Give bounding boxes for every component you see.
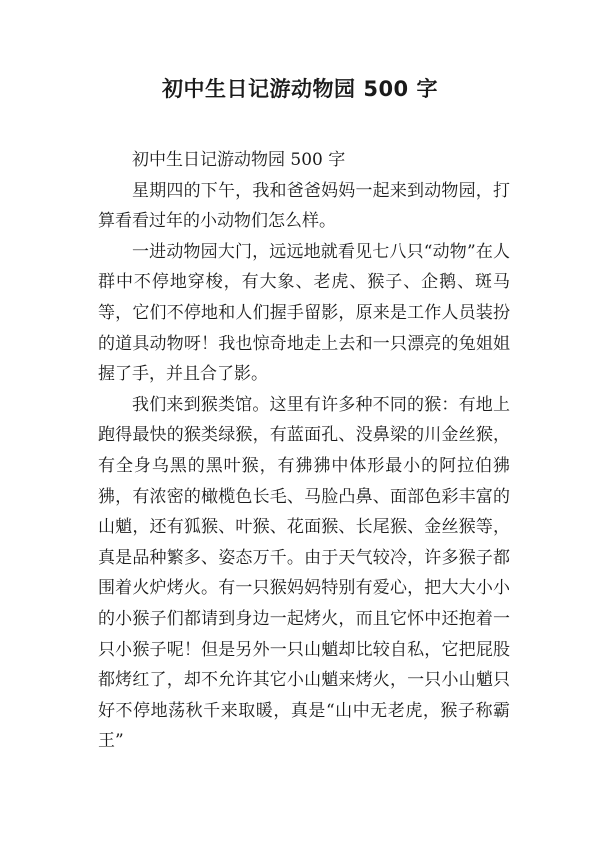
document-title: 初中生日记游动物园 500 字: [162, 77, 438, 101]
document-body: [98, 145, 510, 757]
paragraph-subtitle: 初中生日记游动物园 500 字: [132, 150, 346, 170]
paragraph: 一进动物园大门，远远地就看见七八只“动物”在人群中不停地穿梭，有大象、老虎、猴子、企鹅、斑马等，它们不停地和人们握手留影，原来是工作人员装扮的道具动物呀！我也惊奇地走上去和一只漂亮的兔姐姐握了手，并且合了影。: [98, 241, 510, 385]
paragraph: 星期四的下午，我和爸爸妈妈一起来到动物园，打算看看过年的小动物们怎么样。: [98, 180, 510, 232]
paragraph: 我们来到猴类馆。这里有许多种不同的猴：有地上跑得最快的猴类绿猴，有蓝面孔、没鼻梁的川金丝猴，有全身乌黑的黑叶猴，有狒狒中体形最小的阿拉伯狒狒，有浓密的橄榄色长毛、马脸凸鼻、面部色彩丰富的山魈，还有狐猴、叶猴、花面猴、长尾猴、金丝猴等，真是品种繁多、姿态万千。由于天气较冷，许多猴子都围着火炉烤火。有一只猴妈妈特别有爱心，把大大小小的小猴子们都请到身边一起烤火，而且它怀中还抱着一只小猴子呢！但是另外一只山魈却比较自私，它把屁股都烤红了，却不允许其它小山魈来烤火，一只小山魈只好不停地荡秋千来取暖，真是“山中无老虎，猴子称霸王”: [98, 394, 510, 752]
